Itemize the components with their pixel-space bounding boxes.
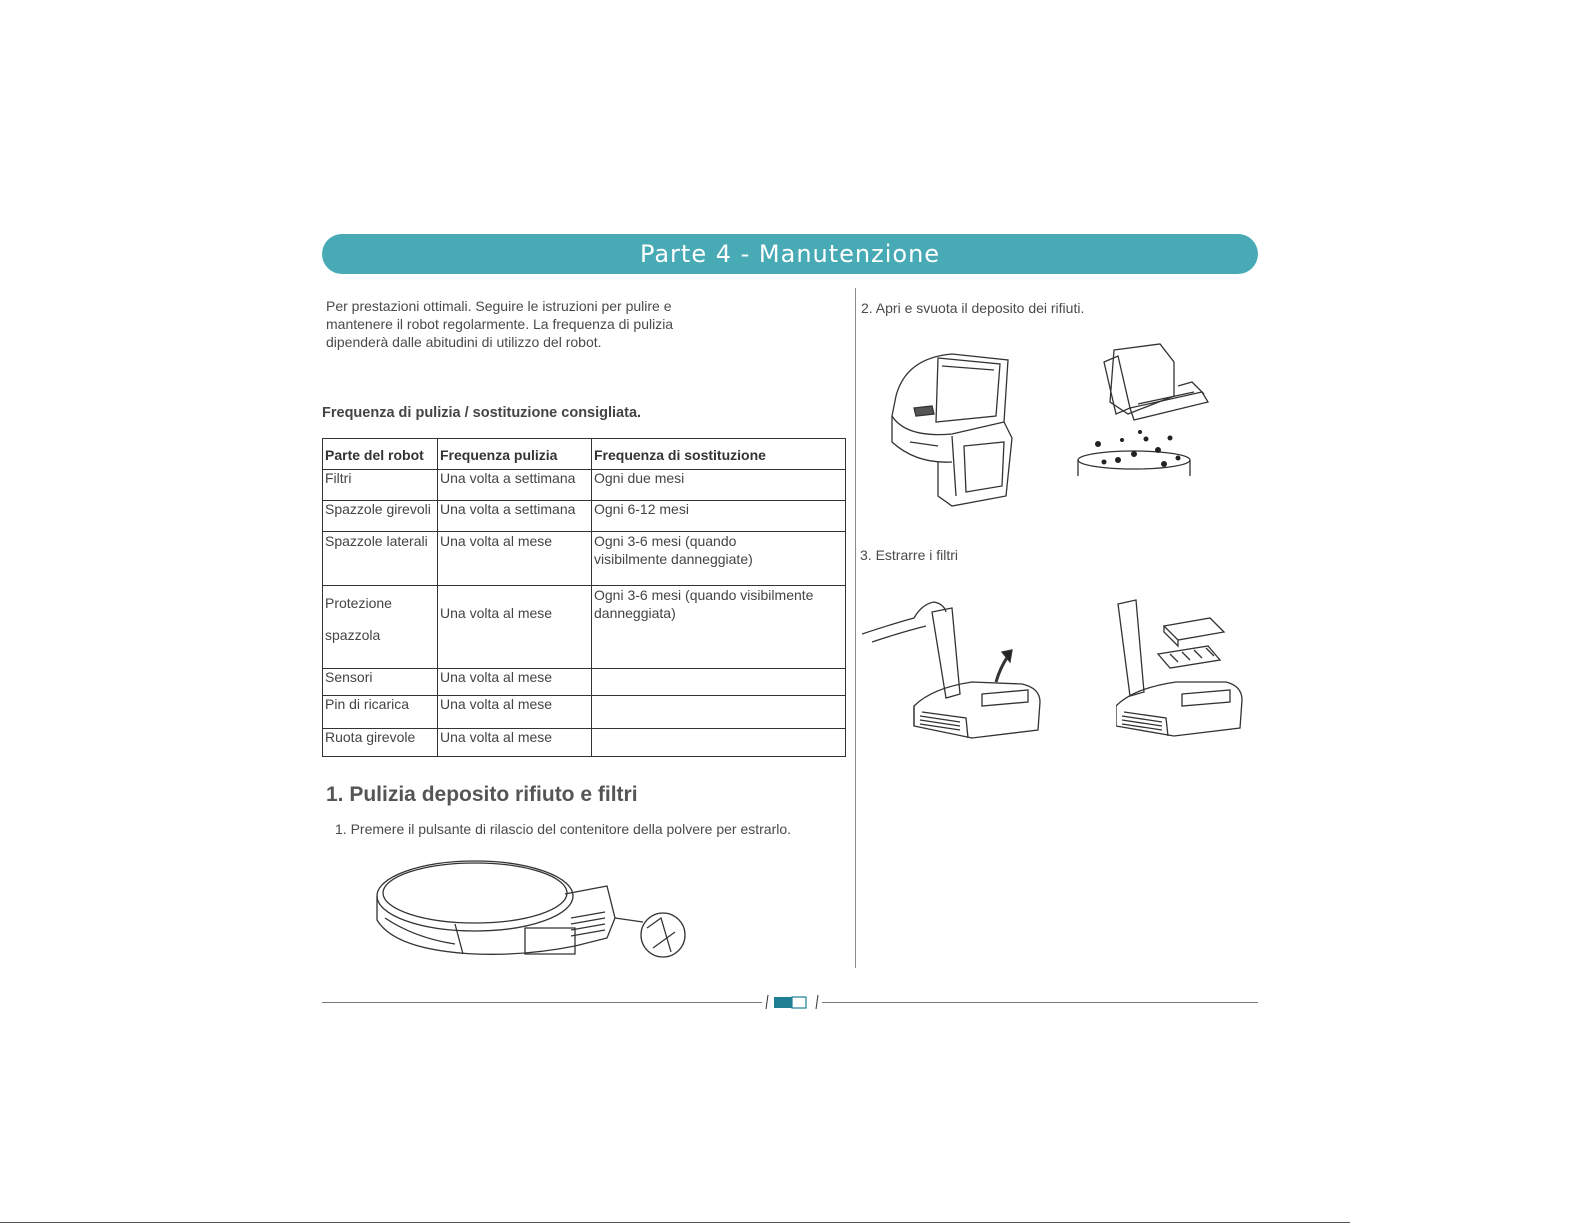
table-cell	[592, 669, 846, 696]
intro-line: Per prestazioni ottimali. Seguire le istruzioni per pulire e	[326, 298, 672, 314]
table-header-cell: Frequenza di sostituzione	[592, 439, 846, 470]
page-bottom-rule	[0, 1222, 1350, 1223]
table-cell: Sensori	[323, 669, 438, 696]
table-row	[323, 696, 846, 729]
cell-line: spazzola	[325, 627, 381, 643]
section-title-banner	[322, 234, 1258, 274]
table-row	[323, 501, 846, 532]
table-cell: Ogni 6-12 mesi	[592, 501, 846, 532]
empty-dustbin-illustration	[1074, 342, 1216, 480]
table-cell	[592, 696, 846, 729]
table-cell: Una volta al mese	[438, 729, 592, 757]
filter-removal-hand-illustration	[862, 598, 1048, 740]
table-header-cell: Parte del robot	[323, 439, 438, 470]
table-cell: Una volta al mese	[438, 669, 592, 696]
footer-rule-right	[822, 1002, 1258, 1003]
table-row	[323, 669, 846, 696]
table-title: Frequenza di pulizia / sostituzione consigliata.	[322, 405, 642, 421]
footer-rule-left	[322, 1002, 762, 1003]
cell-line: Ogni 3-6 mesi (quando visibilmente	[594, 587, 814, 603]
table-cell: Una volta al mese	[438, 586, 592, 669]
table-cell: Una volta al mese	[438, 532, 592, 586]
table-cell: Una volta al mese	[438, 696, 592, 729]
maintenance-frequency-table	[322, 438, 846, 757]
table-row	[323, 532, 846, 586]
table-cell	[592, 729, 846, 757]
step-3-text: 3. Estrarre i filtri	[860, 547, 959, 563]
table-cell	[592, 586, 846, 669]
table-cell: Una volta a settimana	[438, 470, 592, 501]
table-cell: Pin di ricarica	[323, 696, 438, 729]
cell-line: Ogni 3-6 mesi (quando	[594, 533, 737, 549]
table-cell	[323, 586, 438, 669]
cell-line: Protezione	[325, 595, 392, 611]
dustbin-open-illustration	[886, 346, 1026, 508]
table-cell: Una volta a settimana	[438, 501, 592, 532]
cell-line: visibilmente danneggiate)	[594, 551, 753, 567]
table-header-row	[323, 439, 846, 470]
filters-removed-illustration	[1116, 598, 1280, 742]
table-cell: Ogni due mesi	[592, 470, 846, 501]
intro-line: mantenere il robot regolarmente. La frequenza di pulizia	[326, 316, 674, 332]
cell-line: danneggiata)	[594, 605, 676, 621]
step-2-text: 2. Apri e svuota il deposito dei rifiuti.	[861, 300, 1085, 316]
table-cell	[592, 532, 846, 586]
page-indicator	[762, 993, 822, 1011]
step-1-text: 1. Premere il pulsante di rilascio del contenitore della polvere per estrarlo.	[335, 821, 792, 837]
page-title: Parte 4 - Manutenzione	[639, 240, 941, 268]
table-cell: Spazzole girevoli	[323, 501, 438, 532]
table-cell: Ruota girevole	[323, 729, 438, 757]
column-divider	[855, 288, 856, 968]
table-header-cell: Frequenza pulizia	[438, 439, 592, 470]
section-heading: 1. Pulizia deposito rifiuto e filtri	[326, 783, 638, 806]
table-cell: Spazzole laterali	[323, 532, 438, 586]
robot-vacuum-illustration	[375, 858, 695, 970]
intro-line: dipenderà dalle abitudini di utilizzo del robot.	[326, 334, 602, 350]
table-row	[323, 586, 846, 669]
table-row	[323, 470, 846, 501]
table-row	[323, 729, 846, 757]
intro-paragraph	[326, 297, 726, 351]
table-cell: Filtri	[323, 470, 438, 501]
